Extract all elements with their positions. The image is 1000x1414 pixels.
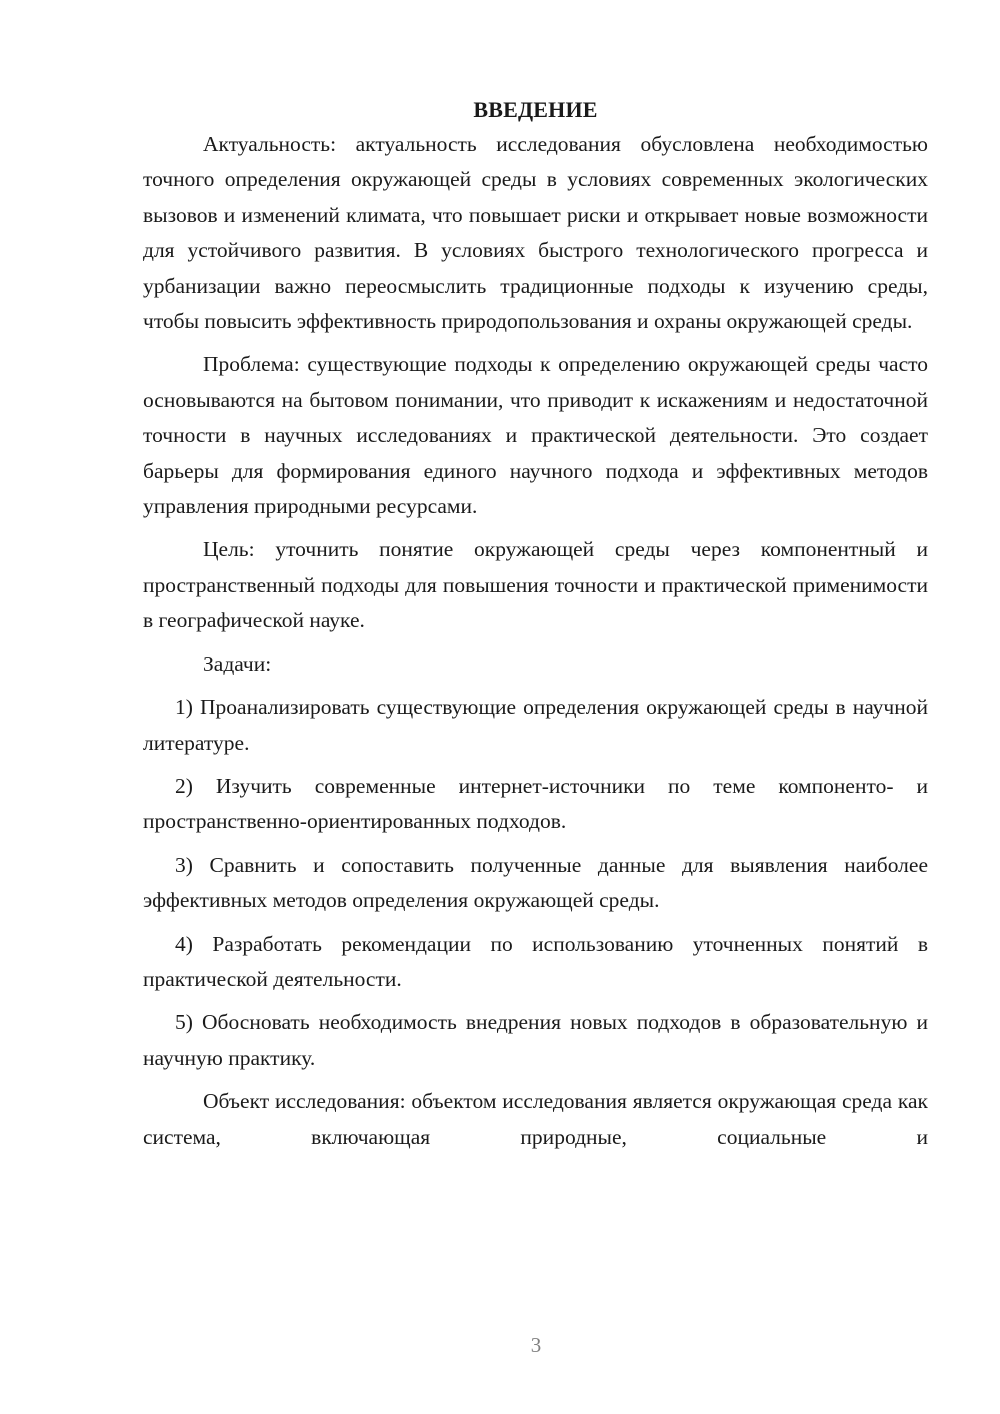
page-number: 3 — [530, 1333, 542, 1357]
object-paragraph: Объект исследования: объектом исследования является окружающая среда как система, включающая природные, социальные и — [143, 1089, 928, 1149]
task-item: 3) Сравнить и сопоставить полученные данные для выявления наиболее эффективных методов определения окружающей среды. — [143, 852, 928, 913]
tasks-heading: Задачи: — [203, 651, 272, 676]
task-item: 1) Проанализировать существующие определения окружающей среды в научной литературе. — [143, 695, 928, 755]
task-item: 5) Обосновать необходимость внедрения новых подходов в образовательную и научную практику. — [143, 1010, 928, 1070]
relevance-paragraph: Актуальность: актуальность исследования обусловлена необходимостью точного определения окружающей среды в условиях современных экологических вызовов и изменений климата, что повышает риски и открывает новые возможности для устойчивого развития. В условиях быстрого технологического прогресса и урбанизации важно переосмыслить традиционные подходы к изучению среды, чтобы повысить эффективность природопользования и охраны окружающей среды. — [143, 132, 928, 334]
task-item: 2) Изучить современные интернет-источники по теме компоненто- и пространственно-ориентированных подходов. — [143, 773, 928, 834]
section-title: ВВЕДЕНИЕ — [473, 97, 598, 122]
problem-paragraph: Проблема: существующие подходы к определению окружающей среды часто основываются на бытовом понимании, что приводит к искажениям и недостаточной точности в научных исследованиях и практической деятельности. Это создает барьеры для формирования единого научного подхода и эффективных методов управления природными ресурсами. — [143, 352, 928, 519]
document-page — [143, 92, 928, 1155]
goal-paragraph: Цель: уточнить понятие окружающей среды через компонентный и пространственный подходы для повышения точности и практической применимости в географической науке. — [143, 537, 928, 633]
task-item: 4) Разработать рекомендации по использованию уточненных понятий в практической деятельности. — [143, 931, 928, 991]
